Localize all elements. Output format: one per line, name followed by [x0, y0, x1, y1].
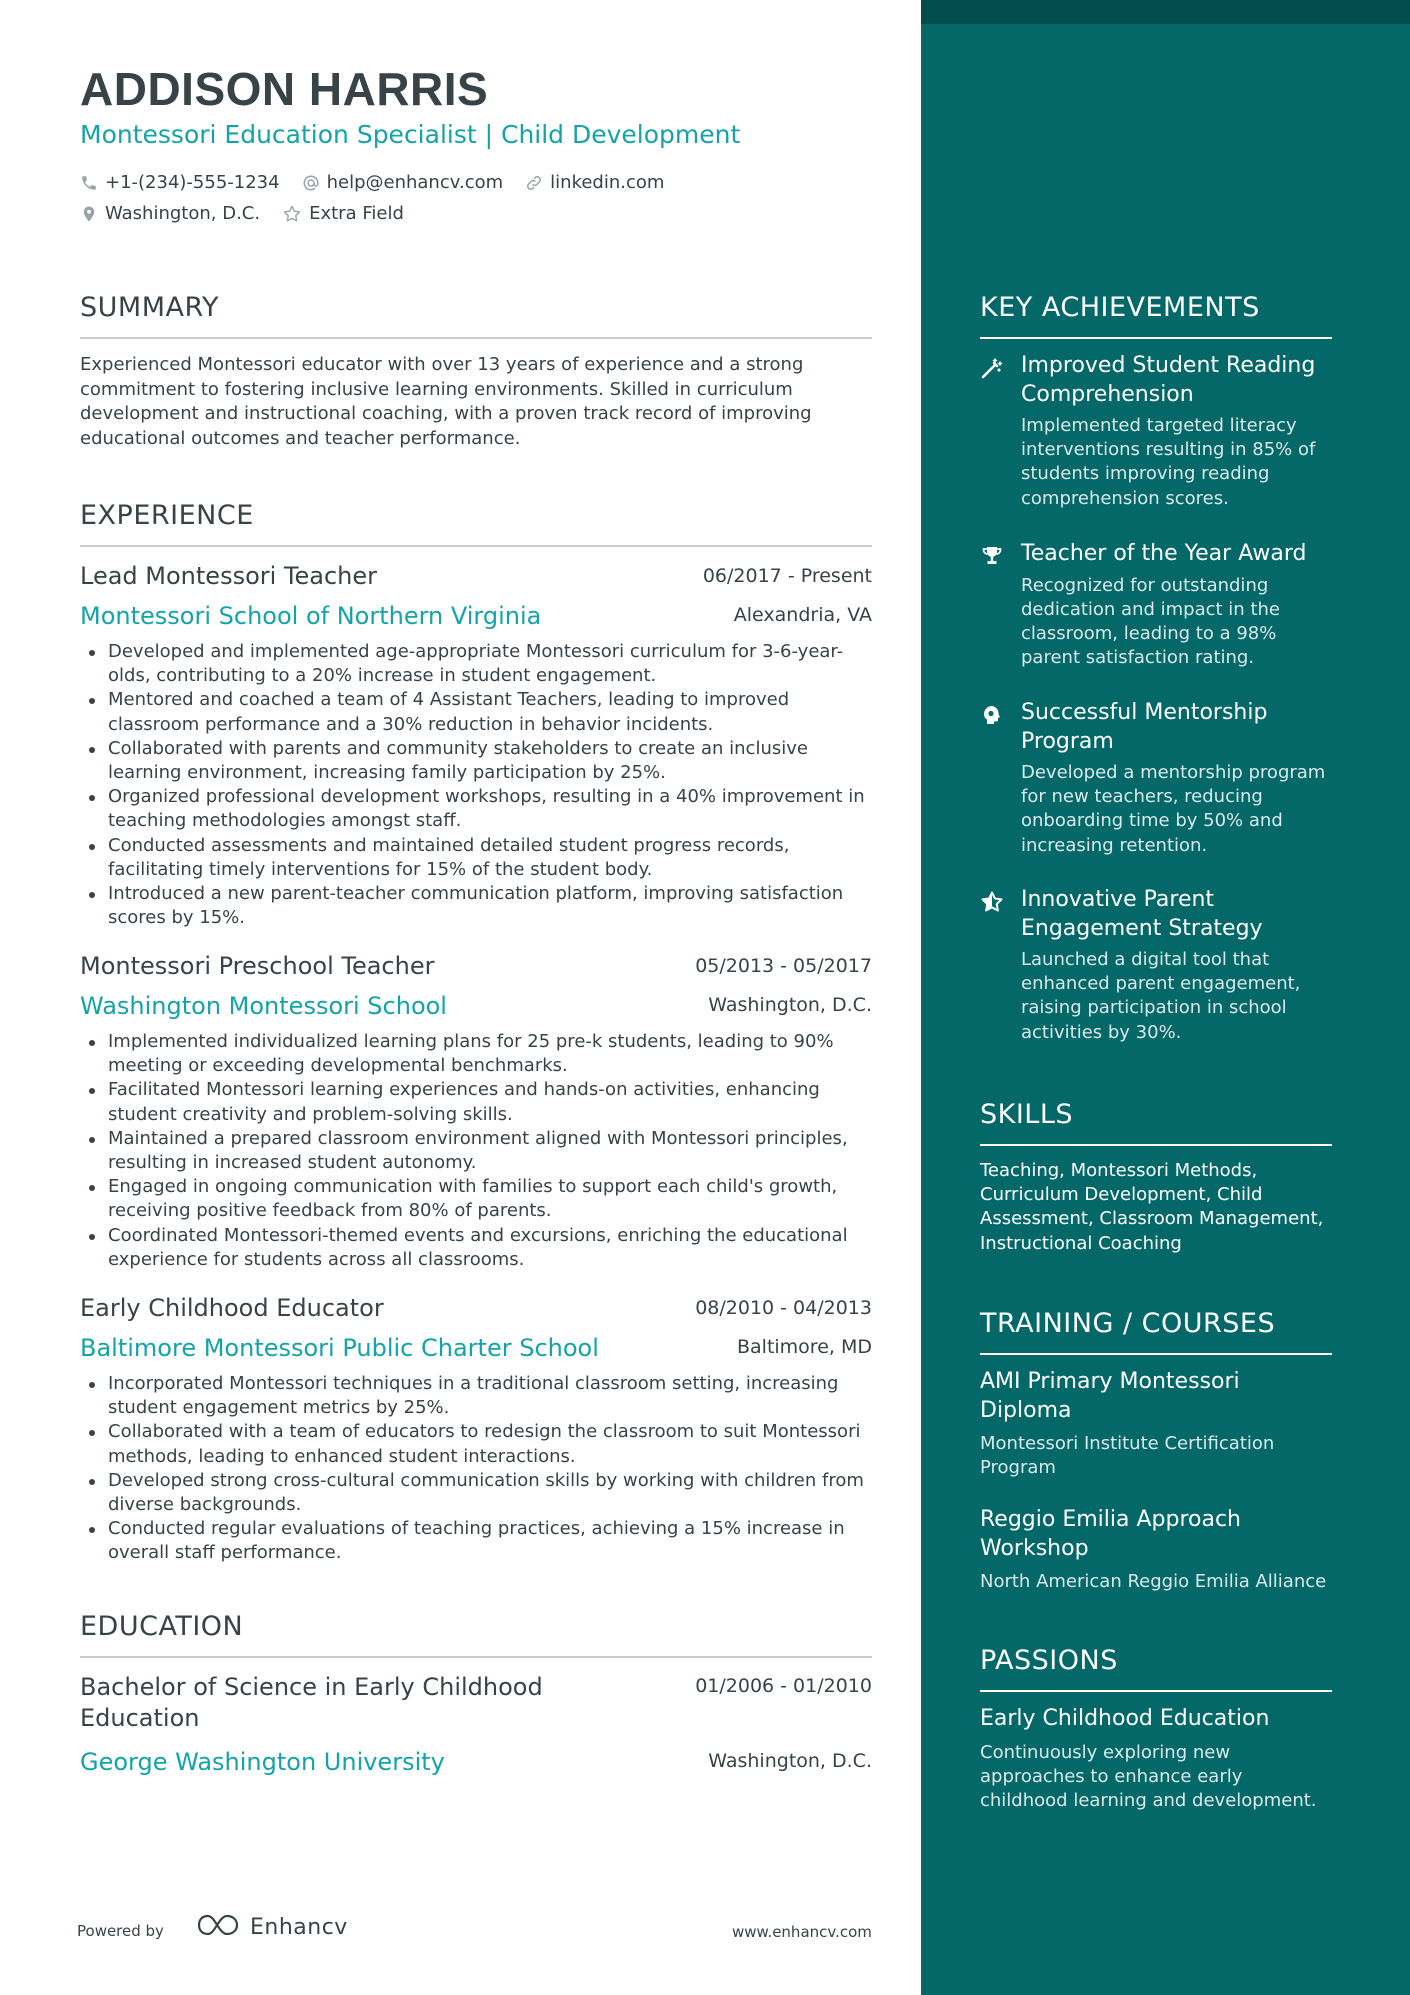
course-item [980, 1506, 1332, 1594]
achievement-title: Innovative Parent Engagement Strategy [1021, 887, 1263, 941]
bullet-item: Conducted regular evaluations of teaching practices, achieving a 15% increase in overall staff performance. [80, 1517, 872, 1565]
course-provider: Montessori Institute Certification Program [980, 1433, 1275, 1479]
bullet-item: Collaborated with parents and community stakeholders to create an inclusive learning environment, increasing family participation by 25%. [80, 737, 872, 785]
bullet-item: Engaged in ongoing communication with families to support each child's growth, receiving positive feedback from 80% of parents. [80, 1175, 872, 1223]
job-location: Alexandria, VA [733, 604, 872, 626]
link-icon [525, 174, 543, 192]
contact-row-1 [80, 172, 664, 193]
achievement-title: Improved Student Reading Comprehension [1021, 353, 1316, 407]
phone-icon [80, 174, 98, 192]
contact-location [80, 203, 260, 224]
brain-icon [980, 703, 1004, 727]
job-title: Montessori Preschool Teacher [80, 952, 435, 980]
location-pin-icon [80, 204, 98, 224]
achievement-title: Teacher of the Year Award [1021, 541, 1307, 566]
achievement-desc: Recognized for outstanding dedication and impact in the classroom, leading to a 98% parent satisfaction rating. [1021, 574, 1280, 669]
bullet-item: Developed and implemented age-appropriate Montessori curriculum for 3-6-year-olds, contributing to a 20% increase in student engagement. [80, 640, 872, 688]
contact-email[interactable] [302, 172, 504, 193]
school-name: George Washington University [80, 1748, 445, 1776]
company-name: Washington Montessori School [80, 992, 447, 1020]
passion-desc: Continuously exploring new approaches to enhance early childhood learning and development. [980, 1741, 1317, 1811]
trophy-icon [980, 544, 1004, 568]
enhancv-logo-icon [196, 1912, 242, 1942]
achievement-item [980, 352, 1340, 511]
course-title: Reggio Emilia Approach Workshop [980, 1507, 1241, 1561]
bullet-item: Organized professional development workshops, resulting in a 40% improvement in teaching methodologies amongst staff. [80, 785, 872, 833]
achievement-item [980, 540, 1340, 670]
achievement-item [980, 699, 1340, 858]
sidebar-top-bar [921, 0, 1410, 24]
phone-text: +1-(234)-555-1234 [105, 172, 280, 193]
job-entry [80, 952, 872, 1272]
job-entry [80, 562, 872, 930]
company-name: Baltimore Montessori Public Charter School [80, 1334, 599, 1362]
location-text: Washington, D.C. [105, 203, 261, 224]
enhancv-logo[interactable] [196, 1912, 348, 1942]
job-bullets [80, 1030, 872, 1272]
footer-powered-by: Powered by [77, 1922, 164, 1940]
job-title: Early Childhood Educator [80, 1294, 384, 1322]
enhancv-logo-text: Enhancv [250, 1914, 348, 1940]
course-item [980, 1368, 1332, 1480]
training-title: TRAINING / COURSES [980, 1308, 1276, 1339]
sidebar [921, 0, 1410, 1995]
achievement-desc: Implemented targeted literacy interventions resulting in 85% of students improving reading comprehension scores. [1021, 415, 1316, 509]
skills-text: Teaching, Montessori Methods, Curriculum Development, Child Assessment, Classroom Management, Instructional Coaching [980, 1160, 1324, 1254]
job-title: Lead Montessori Teacher [80, 562, 378, 590]
footer-url[interactable]: www.enhancv.com [732, 1923, 872, 1941]
education-entry [80, 1672, 872, 1780]
company-name: Montessori School of Northern Virginia [80, 602, 542, 630]
course-provider: North American Reggio Emilia Alliance [980, 1571, 1327, 1592]
job-dates: 06/2017 - Present [702, 565, 872, 587]
contact-phone[interactable] [80, 172, 280, 193]
skills-divider [980, 1144, 1332, 1146]
key-achievements-title: KEY ACHIEVEMENTS [980, 292, 1260, 323]
training-divider [980, 1353, 1332, 1355]
passions-title: PASSIONS [980, 1645, 1118, 1676]
job-dates: 08/2010 - 04/2013 [695, 1297, 872, 1319]
bullet-item: Collaborated with a team of educators to redesign the classroom to suit Montessori methods, leading to enhanced student interactions. [80, 1420, 872, 1468]
bullet-item: Mentored and coached a team of 4 Assistant Teachers, leading to improved classroom performance and a 30% reduction in behavior incidents. [80, 688, 872, 736]
experience-title: EXPERIENCE [80, 500, 254, 531]
linkedin-text: linkedin.com [550, 172, 665, 193]
bullet-item: Introduced a new parent-teacher communication platform, improving satisfaction scores by 15%. [80, 882, 872, 930]
summary-title: SUMMARY [80, 292, 219, 323]
passion-title: Early Childhood Education [980, 1706, 1270, 1731]
job-entry [80, 1294, 872, 1566]
education-title: EDUCATION [80, 1611, 244, 1642]
at-icon [302, 174, 320, 192]
extra-text: Extra Field [309, 203, 404, 224]
job-bullets [80, 640, 872, 930]
job-location: Washington, D.C. [708, 994, 872, 1016]
achievement-title: Successful Mentorship Program [1021, 700, 1268, 754]
course-title: AMI Primary Montessori Diploma [980, 1369, 1240, 1423]
degree-title: Bachelor of Science in Early Childhood Education [80, 1673, 543, 1732]
bullet-item: Incorporated Montessori techniques in a traditional classroom setting, increasing student engagement metrics by 25%. [80, 1372, 872, 1420]
passion-item [980, 1705, 1332, 1813]
bullet-item: Conducted assessments and maintained detailed student progress records, facilitating timely interventions for 15% of the student body. [80, 834, 872, 882]
bullet-item: Developed strong cross-cultural communication skills by working with children from diverse backgrounds. [80, 1469, 872, 1517]
passions-divider [980, 1690, 1332, 1692]
skills-title: SKILLS [980, 1099, 1074, 1130]
bullet-item: Implemented individualized learning plans for 25 pre-k students, leading to 90% meeting or exceeding developmental benchmarks. [80, 1030, 872, 1078]
summary-text: Experienced Montessori educator with over 13 years of experience and a strong commitment to fostering inclusive learning environments. Skilled in curriculum development and instructional coaching, with a proven track record of improving educational outcomes and teacher performance. [80, 354, 812, 449]
achievement-desc: Launched a digital tool that enhanced parent engagement, raising participation in school activities by 30%. [1021, 949, 1301, 1043]
star-outline-icon [282, 204, 302, 224]
key-achievements-divider [980, 337, 1332, 339]
school-location: Washington, D.C. [708, 1750, 872, 1772]
achievement-item [980, 886, 1340, 1045]
summary-divider [80, 337, 872, 339]
education-divider [80, 1656, 872, 1658]
email-text: help@enhancv.com [326, 172, 504, 193]
job-location: Baltimore, MD [736, 1336, 872, 1358]
experience-divider [80, 545, 872, 547]
contact-linkedin[interactable] [525, 172, 664, 193]
bullet-item: Maintained a prepared classroom environment aligned with Montessori principles, resulting in increased student autonomy. [80, 1127, 872, 1175]
contact-row-2 [80, 203, 404, 224]
bullet-item: Coordinated Montessori-themed events and excursions, enriching the educational experience for students across all classrooms. [80, 1224, 872, 1272]
candidate-name: ADDISON HARRIS [80, 63, 489, 115]
job-dates: 05/2013 - 05/2017 [695, 955, 872, 977]
education-dates: 01/2006 - 01/2010 [695, 1675, 872, 1697]
job-bullets [80, 1372, 872, 1566]
bullet-item: Facilitated Montessori learning experiences and hands-on activities, enhancing student creativity and problem-solving skills. [80, 1078, 872, 1126]
star-icon [980, 890, 1004, 914]
contact-extra [282, 203, 404, 224]
magic-wand-icon [980, 356, 1004, 380]
candidate-subtitle: Montessori Education Specialist | Child Development [80, 120, 741, 149]
achievement-desc: Developed a mentorship program for new teachers, reducing onboarding time by 50% and increasing retention. [1021, 762, 1326, 856]
